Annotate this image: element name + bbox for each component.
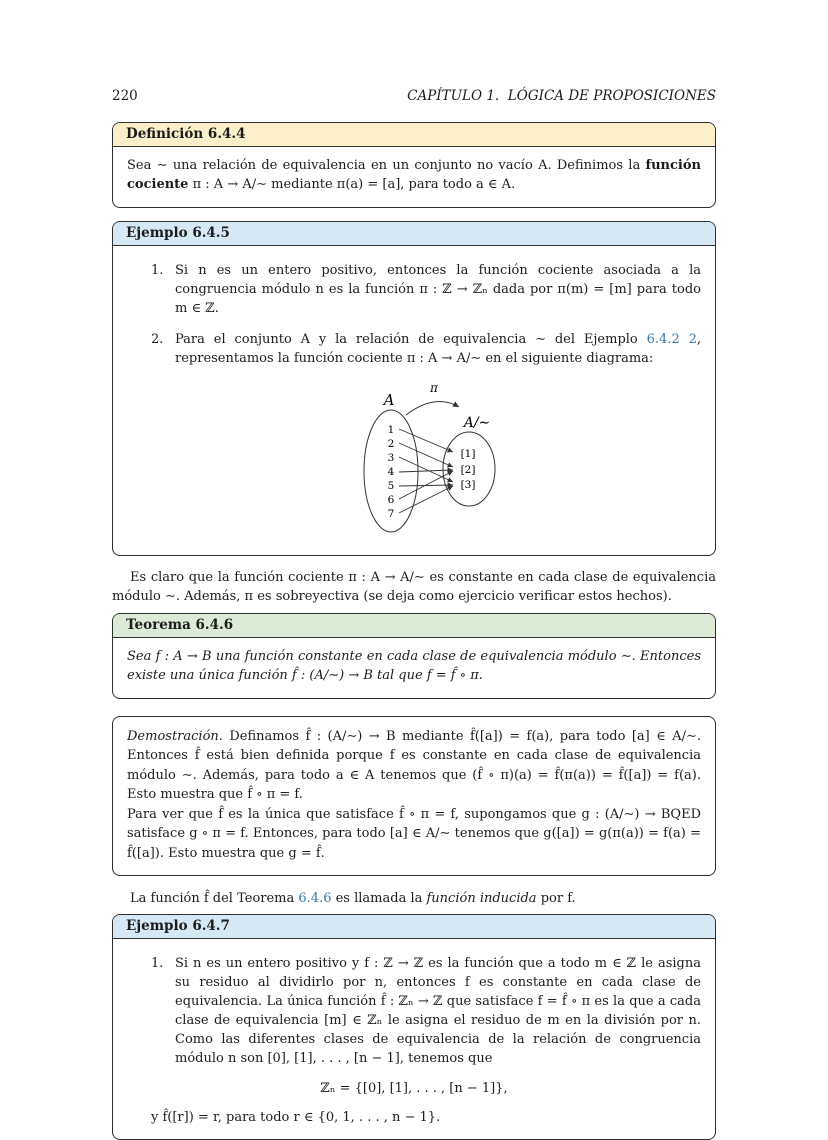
induced-post: por f. (536, 891, 576, 907)
theorem-box-title: Teorema 6.4.6 (113, 614, 715, 638)
item-text: Si n es un entero positivo, entonces la función cociente asociada a la congruencia módulo n es la función π : ℤ → ℤₙ dada por π(m) = [m] para todo m ∈ ℤ. (175, 262, 701, 316)
element-1: 1 (387, 423, 395, 436)
paragraph-after-example: Es claro que la función cociente π : A → A/∼ es constante en cada clase de equivalencia módulo ∼. Además, π es sobreyectiva (se deja como ejercicio verificar estos hechos). (112, 569, 716, 604)
definition-body-post: π : A → A/∼ mediante π(a) = [a], para todo a ∈ A. (188, 176, 516, 192)
page-number: 220 (112, 88, 138, 104)
element-7: 7 (387, 507, 395, 520)
proof-box (112, 716, 716, 877)
pi-map-label: π (430, 380, 438, 395)
element-3: 3 (387, 451, 395, 464)
theorem-box (112, 613, 716, 699)
theorem-646-reference-link[interactable]: 6.4.6 (298, 891, 332, 907)
induced-pre: La función f̂ del Teorema (130, 891, 299, 907)
example-647-item-1 (151, 955, 701, 1069)
example-645-title: Ejemplo 6.4.5 (113, 222, 715, 246)
theorem-body: Sea f : A → B una función constante en cada clase de equivalencia módulo ∼. Entonces existe una única función f̂ : (A/∼) → B tal que f = f̂ ∘ π. (127, 648, 701, 683)
proof-part2: Para ver que f̂ es la única que satisface f̂ ∘ π = f, supongamos que g : (A/∼) → B satisface g ∘ π = f. Entonces, para todo [a] ∈ A/∼ tenemos que g([a]) = g(π(a)) = f(a) = f̂([a]). Esto muestra que g = f̂. (127, 806, 701, 861)
codomain-label: A/∼ (463, 414, 491, 431)
example-642-reference-link[interactable]: 6.4.2 2 (646, 331, 697, 347)
chapter-title: CAPÍTULO 1. LÓGICA DE PROPOSICIONES (407, 88, 716, 104)
definition-box (112, 122, 716, 208)
pi-arrow (406, 401, 459, 414)
definition-body-pre: Sea ∼ una relación de equivalencia en un conjunto no vacío A. Definimos la (127, 158, 646, 173)
proof-paragraph-1 (127, 727, 701, 805)
item-number: 1. (151, 262, 164, 278)
induced-function-paragraph (112, 890, 716, 909)
arrow-1-to-class1 (399, 429, 453, 452)
domain-label: A (383, 390, 395, 409)
class-1: [1] (460, 447, 476, 460)
running-head (112, 88, 716, 104)
class-2: [2] (460, 463, 476, 476)
arrow-3-to-class3 (399, 457, 453, 482)
item-number: 1. (151, 956, 164, 972)
definition-body (127, 157, 701, 195)
example-647-title: Ejemplo 6.4.7 (113, 915, 715, 939)
arrow-7-to-class3 (399, 486, 453, 513)
quotient-function-diagram (349, 381, 599, 543)
induced-term: función inducida (426, 891, 537, 907)
definition-term: función cociente (127, 158, 701, 192)
induced-mid: es llamada la (331, 891, 427, 907)
proof-lead: Demostración. (127, 728, 223, 744)
example-645-item-2 (151, 331, 701, 369)
qed-mark: QED (670, 806, 701, 822)
item-text: Si n es un entero positivo y f : ℤ → ℤ es la función que a todo m ∈ ℤ le asigna su residuo al dividirlo por n, entonces f es constante en cada clase de equivalencia. La única función f̂ : ℤₙ → ℤ que satisface f = f̂ ∘ π es la que a cada clase de equivalencia [m] ∈ ℤₙ le asigna el residuo de m en la división por n. Como las diferentes clases de equivalencia de la relación de congruencia módulo n son [0], [1], . . . , [n − 1], tenemos que (175, 956, 701, 1066)
item-number: 2. (151, 331, 164, 347)
element-5: 5 (387, 479, 395, 492)
item-text-post: , representamos la función cociente π : A → A/∼ en el siguiente diagrama: (175, 331, 702, 366)
example-647-box (112, 914, 716, 1140)
arrow-4-to-class2 (399, 470, 453, 472)
proof-paragraph-2 (127, 805, 701, 864)
example-645-box (112, 221, 716, 556)
element-2: 2 (387, 437, 395, 450)
example-645-item-1 (151, 262, 701, 319)
element-4: 4 (387, 465, 395, 478)
example-647-closing: y f̂([r]) = r, para todo r ∈ {0, 1, . . . , n − 1}. (151, 1109, 441, 1125)
proof-part1: Definamos f̂ : (A/∼) → B mediante f̂([a]) = f(a), para todo [a] ∈ A/∼. Entonces f̂ está bien definida porque f es constante en cada clase de equivalencia módulo ∼. Además, para todo a ∈ A tenemos que (f̂ ∘ π)(a) = f̂(π(a)) = f̂([a]) = f(a). Esto muestra que f̂ ∘ π = f. (127, 728, 701, 803)
definition-box-title: Definición 6.4.4 (113, 123, 715, 147)
class-3: [3] (460, 478, 476, 491)
item-text-pre: Para el conjunto A y la relación de equivalencia ∼ del Ejemplo (175, 331, 647, 347)
zn-equation: ℤₙ = {[0], [1], . . . , [n − 1]}, (320, 1080, 508, 1096)
element-6: 6 (387, 493, 395, 506)
item-text (175, 331, 701, 369)
diagram-svg (349, 381, 599, 539)
